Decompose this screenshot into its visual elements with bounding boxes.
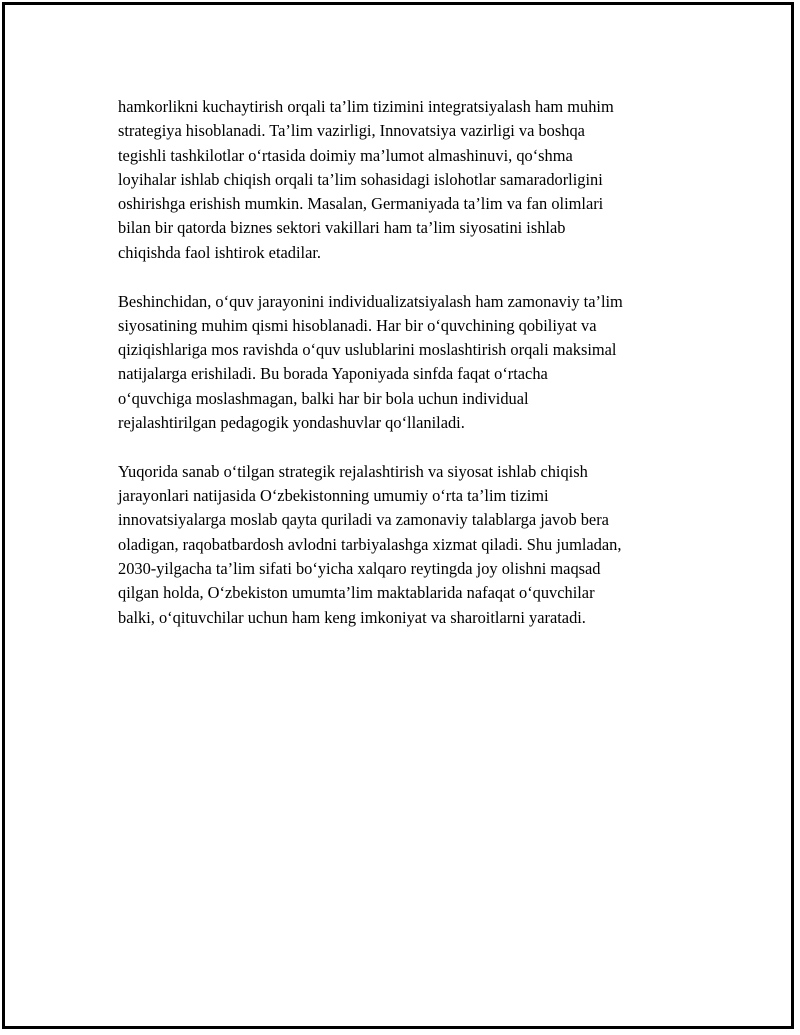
- paragraph-conclusion: [118, 460, 698, 630]
- text-line: loyihalar ishlab chiqish orqali ta’lim sohasidagi islohotlar samaradorligini: [118, 169, 603, 189]
- document-body: [118, 95, 698, 654]
- text-line: siyosatining muhim qismi hisoblanadi. Har bir o‘quvchining qobiliyat va: [118, 315, 597, 335]
- text-line: hamkorlikni kuchaytirish orqali ta’lim tizimini integratsiyalash ham muhim: [118, 97, 614, 116]
- text-line: oshirishga erishish mumkin. Masalan, Germaniyada ta’lim va fan olimlari: [118, 194, 604, 214]
- text-line: natijalarga erishiladi. Bu borada Yaponiyada sinfda faqat o‘rtacha: [118, 364, 548, 384]
- text-line: o‘quvchiga moslashmagan, balki har bir bola uchun individual: [118, 388, 529, 408]
- text-line: qilgan holda, O‘zbekiston umumta’lim maktablarida nafaqat o‘quvchilar: [118, 583, 595, 603]
- text-line: qiziqishlariga mos ravishda o‘quv uslublarini moslashtirish orqali maksimal: [118, 340, 617, 360]
- text-line: bilan bir qatorda biznes sektori vakillari ham ta’lim siyosatini ishlab: [118, 218, 566, 238]
- text-line: 2030-yilgacha ta’lim sifati bo‘yicha xalqaro reytingda joy olishni maqsad: [118, 559, 601, 579]
- text-line: oladigan, raqobatbardosh avlodni tarbiyalashga xizmat qiladi. Shu jumladan,: [118, 534, 622, 554]
- text-line: chiqishda faol ishtirok etadilar.: [118, 242, 322, 262]
- text-line: Beshinchidan, o‘quv jarayonini individualizatsiyalash ham zamonaviy ta’lim: [118, 291, 623, 311]
- paragraph-integration: [118, 95, 698, 265]
- text-line: innovatsiyalarga moslab qayta quriladi va zamonaviy talablarga javob bera: [118, 510, 609, 530]
- text-line: tegishli tashkilotlar o‘rtasida doimiy ma’lumot almashinuvi, qo‘shma: [118, 145, 573, 165]
- paragraph-individualization: [118, 290, 698, 436]
- text-line: jarayonlari natijasida O‘zbekistonning umumiy o‘rta ta’lim tizimi: [118, 486, 549, 506]
- text-line: Yuqorida sanab o‘tilgan strategik rejalashtirish va siyosat ishlab chiqish: [118, 461, 588, 481]
- text-line: balki, o‘qituvchilar uchun ham keng imkoniyat va sharoitlarni yaratadi.: [118, 607, 586, 627]
- text-line: strategiya hisoblanadi. Ta’lim vazirligi, Innovatsiya vazirligi va boshqa: [118, 121, 585, 141]
- text-line: rejalashtirilgan pedagogik yondashuvlar qo‘llaniladi.: [118, 413, 465, 433]
